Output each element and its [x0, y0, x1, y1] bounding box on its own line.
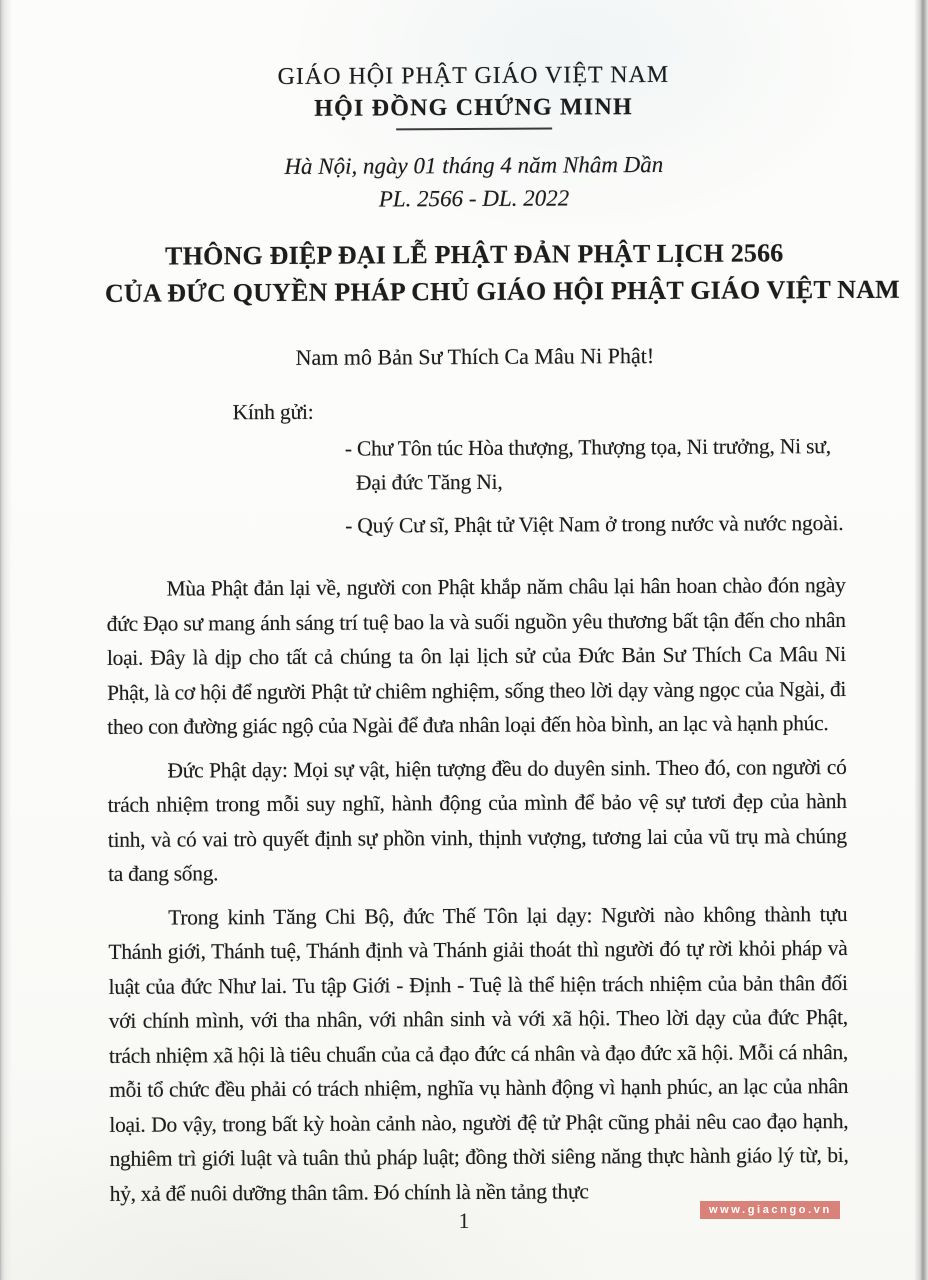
- salutation: Nam mô Bản Sư Thích Ca Mâu Ni Phật!: [295, 343, 655, 370]
- recipient-item: - Chư Tôn túc Hòa thượng, Thượng tọa, Ni trưởng, Ni sư, Đại đức Tăng Ni,: [344, 434, 831, 495]
- recipient-list: [345, 429, 846, 543]
- place-date-line: Hà Nội, ngày 01 tháng 4 năm Nhâm Dần: [284, 151, 664, 179]
- calendar-line: PL. 2566 - DL. 2022: [378, 185, 570, 212]
- organization-name: GIÁO HỘI PHẬT GIÁO VIỆT NAM: [277, 61, 670, 90]
- document-title-line-1: THÔNG ĐIỆP ĐẠI LỄ PHẬT ĐẢN PHẬT LỊCH 2566: [165, 238, 784, 271]
- header-underline: [396, 128, 552, 131]
- body-paragraph: Trong kinh Tăng Chi Bộ, đức Thế Tôn lại dạy: Người nào không thành tựu Thánh giới, Thánh tuệ, Thánh định và Thánh giải thoát thì người đó tự rời khỏi pháp và luật của đức Như lai. Tu tập Giới - Định - Tuệ là thể hiện trách nhiệm của bản thân đối với chính mình, với tha nhân, với nhân sinh và với xã hội. Theo lời dạy của đức Phật, trách nhiệm xã hội là tiêu chuẩn của cả đạo đức cá nhân và đạo đức xã hội. Mỗi cá nhân, mỗi tổ chức đều phải có trách nhiệm, nghĩa vụ hành động vì hạnh phúc, an lạc của nhân loại. Do vậy, trong bất kỳ hoàn cảnh nào, người đệ tử Phật cũng phải nêu cao đạo hạnh, nghiêm trì giới luật và tuân thủ pháp luật; đồng thời siêng năng thực hành giáo lý từ, bi, hỷ, xả để nuôi dưỡng thân tâm. Đó chính là nền tảng thực: [108, 901, 849, 1206]
- scan-right-edge: [914, 0, 928, 1280]
- recipients-section: [106, 396, 846, 544]
- body-paragraph: Đức Phật dạy: Mọi sự vật, hiện tượng đều do duyên sinh. Theo đó, con người có trách nhiệm trong mỗi suy nghĩ, hành động của mình để bảo vệ sự tươi đẹp của hành tinh, và có vai trò quyết định sự phồn vinh, thịnh vượng, tương lai của vũ trụ mà chúng ta đang sống.: [107, 754, 847, 886]
- council-name: HỘI ĐỒNG CHỨNG MINH: [314, 94, 633, 122]
- document-title-line-2: CỦA ĐỨC QUYỀN PHÁP CHỦ GIÁO HỘI PHẬT GIÁO VIỆT NAM: [104, 274, 900, 308]
- body-paragraph: Mùa Phật đản lại về, người con Phật khắp năm châu lại hân hoan chào đón ngày đức Đạo sư mang ánh sáng trí tuệ bao la và suối nguồn yêu thương bất tận đến cho nhân loại. Đây là dịp cho tất cả chúng ta ôn lại lịch sử của Đức Bản Sư Thích Ca Mâu Ni Phật, là cơ hội để người Phật tử chiêm nghiệm, sống theo lời dạy vàng ngọc của Ngài, đi theo con đường giác ngộ của Ngài để đưa nhân loại đến hòa bình, an lạc và hạnh phúc.: [106, 573, 847, 739]
- document-title: [104, 234, 900, 312]
- watermark-badge: www.giacngo.vn: [700, 1201, 840, 1219]
- recipient-item: - Quý Cư sĩ, Phật tử Việt Nam ở trong nước và nước ngoài.: [345, 511, 844, 538]
- scan-left-edge: [0, 0, 12, 1280]
- page-number: 1: [458, 1208, 470, 1233]
- recipients-label: Kính gửi:: [232, 399, 314, 425]
